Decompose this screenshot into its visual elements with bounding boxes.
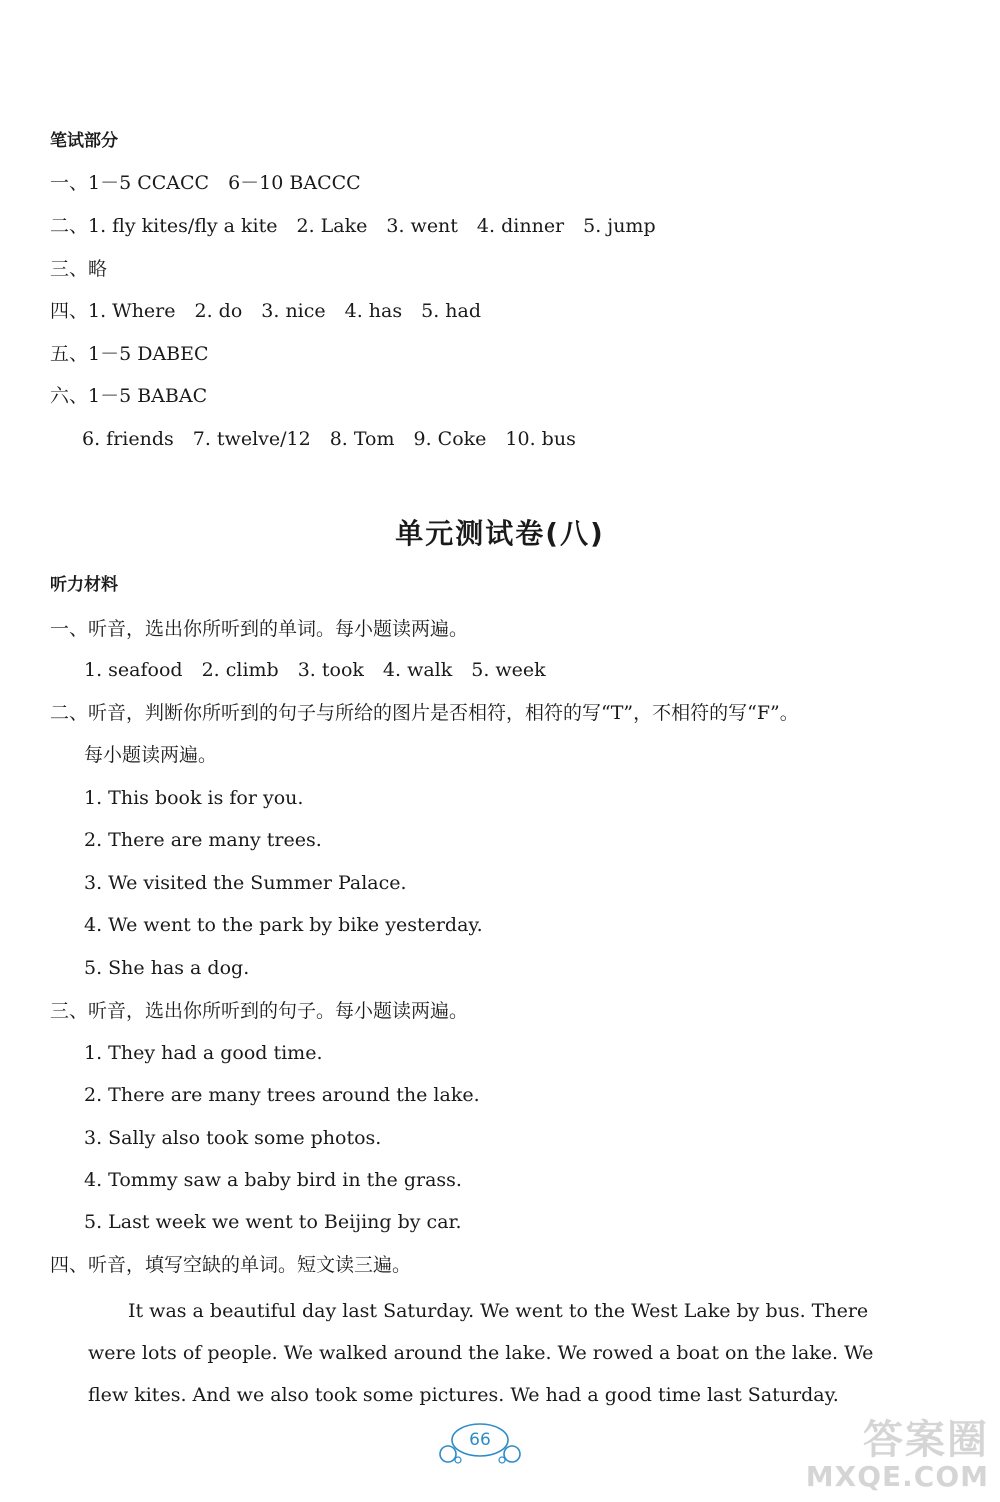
written-section-heading: 笔试部分 <box>50 131 118 151</box>
listening-line-3: 二、听音，判断你所听到的句子与所给的图片是否相符，相符的写“T”，不相符的写“F”。 <box>50 702 799 724</box>
watermark-site-text: MXQE.COM <box>805 1460 989 1493</box>
listening-line-11: 1. They had a good time. <box>84 1042 323 1064</box>
listening-line-10: 三、听音，选出你所听到的句子。每小题读两遍。 <box>50 1000 469 1022</box>
listening-line-16: 四、听音，填写空缺的单词。短文读三遍。 <box>50 1254 412 1276</box>
listening-line-1: 一、听音，选出你所听到的单词。每小题读两遍。 <box>50 618 469 640</box>
listening-line-8: 4. We went to the park by bike yesterday. <box>84 914 483 936</box>
page-number: 66 <box>469 1430 491 1450</box>
answer-line-7: 6. friends 7. twelve/12 8. Tom 9. Coke 10. bus <box>82 428 576 450</box>
answer-line-3: 三、略 <box>50 258 108 280</box>
answer-line-4: 四、1. Where 2. do 3. nice 4. has 5. had <box>50 300 482 322</box>
watermark-logo-text: 答案圈 <box>863 1417 989 1463</box>
answer-line-2: 二、1. fly kites/fly a kite 2. Lake 3. went 4. dinner 5. jump <box>50 215 656 237</box>
listening-line-13: 3. Sally also took some photos. <box>84 1127 382 1149</box>
unit-title: 单元测试卷(八) <box>395 517 605 550</box>
listening-line-9: 5. She has a dog. <box>84 957 250 979</box>
listening-heading: 听力材料 <box>50 575 118 595</box>
page-number-badge <box>438 1420 522 1466</box>
listening-line-5: 1. This book is for you. <box>84 787 304 809</box>
answer-line-6: 六、1－5 BABAC <box>50 385 208 407</box>
listening-line-14: 4. Tommy saw a baby bird in the grass. <box>84 1169 462 1191</box>
listening-line-6: 2. There are many trees. <box>84 829 322 851</box>
answer-line-1: 一、1－5 CCACC 6－10 BACCC <box>50 172 361 194</box>
listening-line-4: 每小题读两遍。 <box>84 744 218 766</box>
watermark-logo <box>805 1400 995 1500</box>
listening-line-2: 1. seafood 2. climb 3. took 4. walk 5. week <box>84 659 546 681</box>
listening-line-7: 3. We visited the Summer Palace. <box>84 872 407 894</box>
listening-line-15: 5. Last week we went to Beijing by car. <box>84 1211 462 1233</box>
listening-passage: It was a beautiful day last Saturday. We went to the West Lake by bus. There were lots of people. We walked around the lake. We rowed a boat on the lake. We flew kites. And we also took some pictures. We had a good time last Saturday. <box>88 1300 874 1406</box>
answer-line-5: 五、1－5 DABEC <box>50 343 209 365</box>
listening-line-12: 2. There are many trees around the lake. <box>84 1084 480 1106</box>
